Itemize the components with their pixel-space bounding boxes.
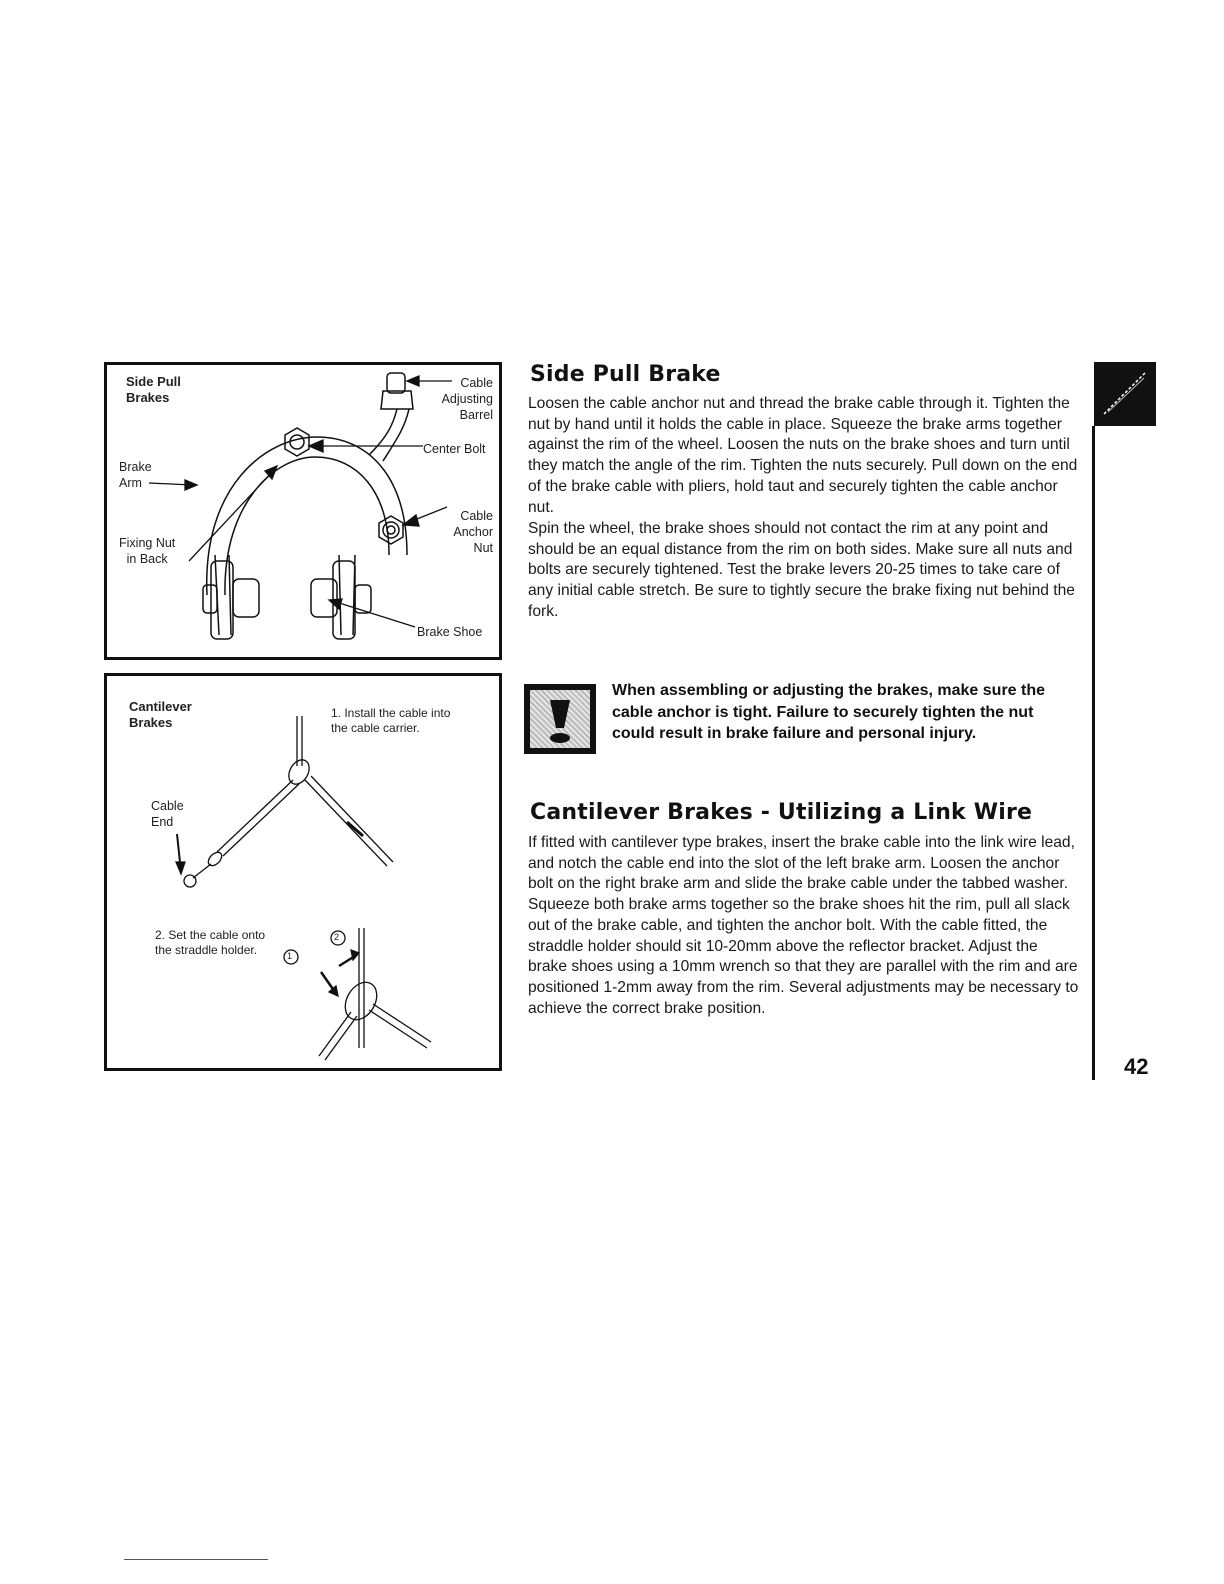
side-pull-paragraph-1: Loosen the cable anchor nut and thread the brake cable through it. Tighten the nut by hand until it holds the cable in place. Squeeze the brake arms together against the rim of the wheel. Loosen the nuts on the brake shoes and turn until they match the angle of the rim. Tighten the nuts securely. Pull down on the end of the brake cable with pliers, hold taut and securely tighten the cable anchor nut. <box>528 395 1078 516</box>
center-bolt-label: Center Bolt <box>423 442 486 456</box>
side-pull-figure <box>104 362 502 660</box>
tool-icon <box>1094 362 1156 426</box>
marker-1-label: 1 <box>287 951 293 961</box>
cantilever-figure <box>104 673 502 1071</box>
cable-anchor-nut-label: Cable Anchor Nut <box>453 509 493 555</box>
cable-end-label: Cable End <box>151 799 184 829</box>
side-pull-figure-title: Side Pull Brakes <box>126 374 181 405</box>
brake-shoe-label: Brake Shoe <box>417 625 483 639</box>
step2-label: 2. Set the cable onto the straddle holder. <box>155 928 266 957</box>
marker-2-label: 2 <box>334 932 340 942</box>
page-number: 42 <box>1124 1054 1149 1079</box>
cantilever-figure-title: Cantilever Brakes <box>129 699 192 730</box>
side-pull-paragraph-2: Spin the wheel, the brake shoes should not contact the rim at any point and should be an equal distance from the rim on both sides. Make sure all nuts and bolts are securely tightened. Test the brake levers 20-25 times to take care of any initial cable stretch. Be sure to tightly secure the brake fixing nut behind the fork. <box>528 520 1075 620</box>
fixing-nut-label: Fixing Nut in Back <box>119 536 176 566</box>
brake-arm-label: Brake Arm <box>119 460 152 490</box>
cantilever-heading: Cantilever Brakes - Utilizing a Link Wire <box>530 800 1033 825</box>
side-pull-heading: Side Pull Brake <box>530 362 721 387</box>
footer-rule <box>124 1559 268 1560</box>
section-tab <box>1094 362 1156 426</box>
step1-label: 1. Install the cable into the cable carrier. <box>331 706 451 735</box>
cable-adjusting-barrel-label: Cable Adjusting Barrel <box>441 376 493 422</box>
cantilever-paragraph: If fitted with cantilever type brakes, insert the brake cable into the link wire lead, and notch the cable end into the slot of the left brake arm. Loosen the anchor bolt on the right brake arm and slide the brake cable under the tabbed washer. Squeeze both brake arms together so the brake shoes hit the rim, pull all slack out of the brake cable, and tighten the anchor bolt. With the cable fitted, the straddle holder should sit 10-20mm above the reflector bracket. Adjust the brake shoes using a 10mm wrench so that they are parallel with the rim and are positioned 1-2mm away from the rim. Several adjustments may be necessary to achieve the correct brake position. <box>528 834 1079 1017</box>
side-rule <box>1092 426 1095 1080</box>
warning-text: When assembling or adjusting the brakes, make sure the cable anchor is tight. Failure to securely tighten the nut could result in brake failure and personal injury. <box>612 682 1046 742</box>
warning-icon <box>524 684 596 754</box>
